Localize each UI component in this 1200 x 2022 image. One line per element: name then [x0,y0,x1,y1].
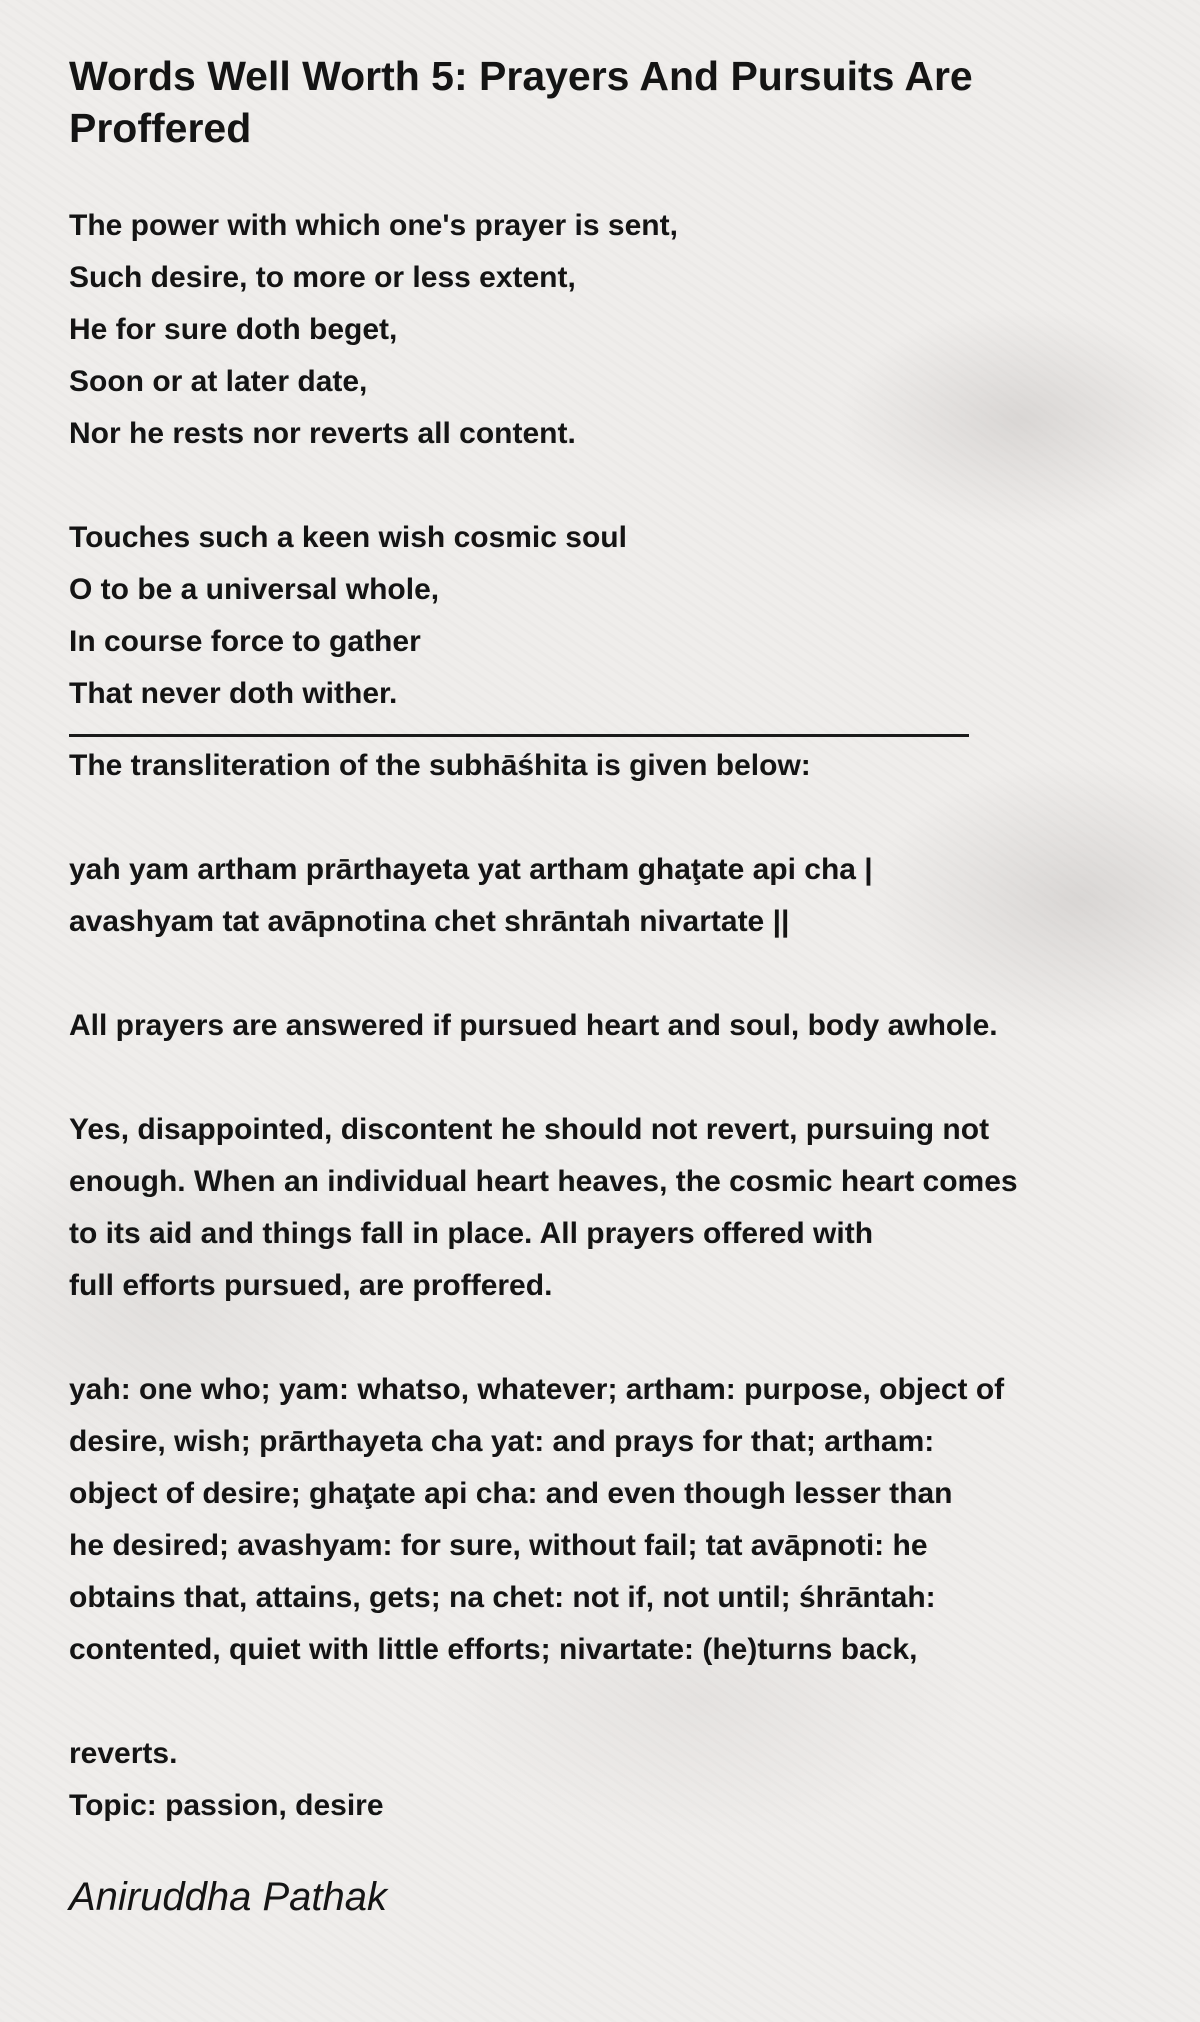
glossary-line: obtains that, attains, gets; na chet: not if, not until; śhrāntah: [69,1581,936,1614]
poem-body [69,200,1129,1832]
glossary-line: object of desire; ghaţate api cha: and even though lesser than [69,1477,953,1510]
stanza-break [69,1676,1129,1728]
poem-line: Such desire, to more or less extent, [69,261,576,294]
ending-line: reverts. [69,1737,178,1770]
stanza-break [69,1312,1129,1364]
poem-line: Touches such a keen wish cosmic soul [69,521,627,554]
poem-line: Soon or at later date, [69,365,368,398]
commentary-line: to its aid and things fall in place. All prayers offered with [69,1217,874,1250]
transliteration-intro: The transliteration of the subhāśhita is given below: [69,749,811,782]
topic-line: Topic: passion, desire [69,1789,384,1822]
stanza-break [69,460,1129,512]
summary-line: All prayers are answered if pursued heart and soul, body awhole. [69,1009,998,1042]
glossary-line: he desired; avashyam: for sure, without fail; tat avāpnoti: he [69,1529,928,1562]
transliteration-line: avashyam tat avāpnotina chet shrāntah nivartate || [69,905,790,938]
commentary-line: Yes, disappointed, discontent he should not revert, pursuing not [69,1113,990,1146]
poem-title: Words Well Worth 5: Prayers And Pursuits Are Proffered [69,53,973,151]
poem-line: In course force to gather [69,625,421,658]
divider-rule [69,734,969,737]
stanza-break [69,948,1129,1000]
stanza-break [69,1052,1129,1104]
transliteration-line: yah yam artham prārthayeta yat artham ghaţate api cha | [69,853,873,886]
poem-line: O to be a universal whole, [69,573,440,606]
poem-line: That never doth wither. [69,677,398,710]
poem-line: The power with which one's prayer is sent, [69,209,678,242]
stanza-break [69,792,1129,844]
commentary-line: enough. When an individual heart heaves, the cosmic heart comes [69,1165,1018,1198]
glossary-line: contented, quiet with little efforts; nivartate: (he)turns back, [69,1633,918,1666]
poem-page [69,50,1129,1922]
glossary-line: yah: one who; yam: whatso, whatever; artham: purpose, object of [69,1373,1005,1406]
glossary-line: desire, wish; prārthayeta cha yat: and prays for that; artham: [69,1425,935,1458]
poem-line: Nor he rests nor reverts all content. [69,417,576,450]
commentary-line: full efforts pursued, are proffered. [69,1269,553,1302]
poem-line: He for sure doth beget, [69,313,398,346]
author-name: Aniruddha Pathak [69,1875,388,1919]
